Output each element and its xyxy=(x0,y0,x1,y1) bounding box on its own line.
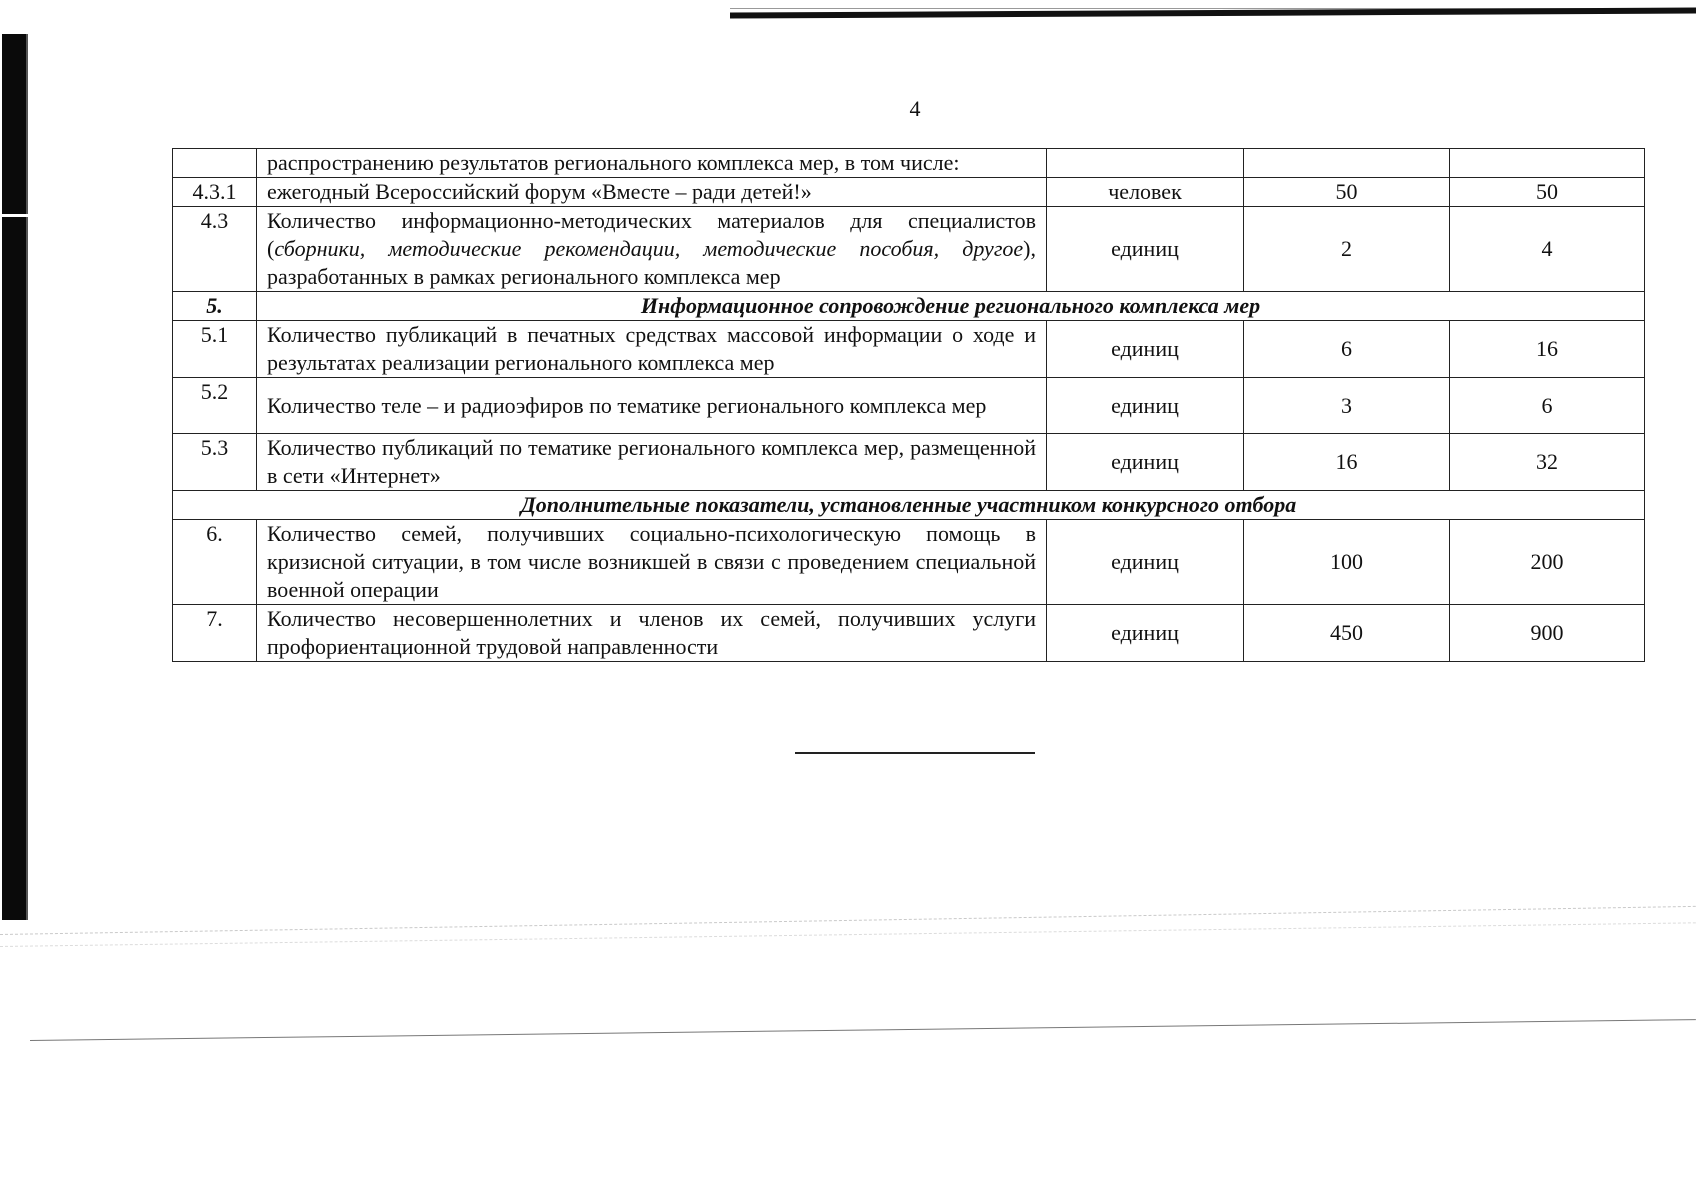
desc-part-italic: сборники, методические рекомендации, методические пособия, другое xyxy=(274,236,1024,261)
scan-bottom-edge xyxy=(30,1019,1696,1041)
table-row xyxy=(173,321,1645,378)
page-number: 4 xyxy=(909,96,921,121)
scan-edge-shadow xyxy=(2,34,26,920)
row-unit: единиц xyxy=(1047,605,1244,662)
scan-top-edge xyxy=(730,7,1696,18)
row-unit: единиц xyxy=(1047,434,1244,491)
row-description: Количество публикаций в печатных средствах массовой информации о ходе и результатах реализации регионального комплекса мер xyxy=(257,321,1047,378)
row-unit: человек xyxy=(1047,178,1244,207)
table-row xyxy=(173,149,1645,178)
table-row xyxy=(173,434,1645,491)
row-value-2: 6 xyxy=(1450,378,1645,434)
section-title: Информационное сопровождение регионального комплекса мер xyxy=(257,292,1645,321)
section-title: Дополнительные показатели, установленные участником конкурсного отбора xyxy=(173,491,1645,520)
row-value-1 xyxy=(1244,149,1450,178)
table-row xyxy=(173,520,1645,605)
desc-part: Количество информационно-методических материалов для специалистов ( xyxy=(267,208,1036,261)
row-unit: единиц xyxy=(1047,321,1244,378)
row-number: 4.3 xyxy=(173,207,257,292)
row-value-2: 16 xyxy=(1450,321,1645,378)
section-number: 5. xyxy=(173,292,257,321)
row-value-2: 32 xyxy=(1450,434,1645,491)
row-description: распространению результатов регионального комплекса мер, в том числе: xyxy=(257,149,1047,178)
scan-artifact-dashes xyxy=(0,906,1696,935)
row-description: Количество несовершеннолетних и членов их семей, получивших услуги профориентационной трудовой направленности xyxy=(257,605,1047,662)
row-value-1: 100 xyxy=(1244,520,1450,605)
row-number: 6. xyxy=(173,520,257,605)
row-number: 5.1 xyxy=(173,321,257,378)
row-description: ежегодный Всероссийский форум «Вместе – ради детей!» xyxy=(257,178,1047,207)
row-value-1: 450 xyxy=(1244,605,1450,662)
scan-artifact-dashes-2 xyxy=(0,922,1696,947)
scan-edge-mark xyxy=(0,214,30,217)
row-description xyxy=(257,207,1047,292)
table-row xyxy=(173,605,1645,662)
row-unit: единиц xyxy=(1047,520,1244,605)
row-value-1: 3 xyxy=(1244,378,1450,434)
table-row xyxy=(173,178,1645,207)
row-value-1: 2 xyxy=(1244,207,1450,292)
row-number: 4.3.1 xyxy=(173,178,257,207)
row-value-2: 4 xyxy=(1450,207,1645,292)
row-value-1: 6 xyxy=(1244,321,1450,378)
row-unit: единиц xyxy=(1047,207,1244,292)
end-separator-line xyxy=(795,752,1035,754)
row-value-2: 900 xyxy=(1450,605,1645,662)
table-row xyxy=(173,207,1645,292)
row-description: Количество семей, получивших социально-психологическую помощь в кризисной ситуации, в том числе возникшей в связи с проведением специальной военной операции xyxy=(257,520,1047,605)
row-value-2: 200 xyxy=(1450,520,1645,605)
row-unit: единиц xyxy=(1047,378,1244,434)
row-value-1: 16 xyxy=(1244,434,1450,491)
row-unit xyxy=(1047,149,1244,178)
row-number: 7. xyxy=(173,605,257,662)
desc-part: ), разработанных в рамках регионального комплекса мер xyxy=(267,236,1036,289)
scan-edge-line xyxy=(26,34,28,920)
row-number xyxy=(173,149,257,178)
row-number: 5.3 xyxy=(173,434,257,491)
row-description: Количество теле – и радиоэфиров по тематике регионального комплекса мер xyxy=(257,378,1047,434)
row-value-2 xyxy=(1450,149,1645,178)
indicators-table xyxy=(172,148,1645,662)
section-row xyxy=(173,292,1645,321)
row-value-1: 50 xyxy=(1244,178,1450,207)
row-value-2: 50 xyxy=(1450,178,1645,207)
row-number: 5.2 xyxy=(173,378,257,434)
section-row xyxy=(173,491,1645,520)
row-description: Количество публикаций по тематике регионального комплекса мер, размещенной в сети «Интернет» xyxy=(257,434,1047,491)
table-row xyxy=(173,378,1645,434)
